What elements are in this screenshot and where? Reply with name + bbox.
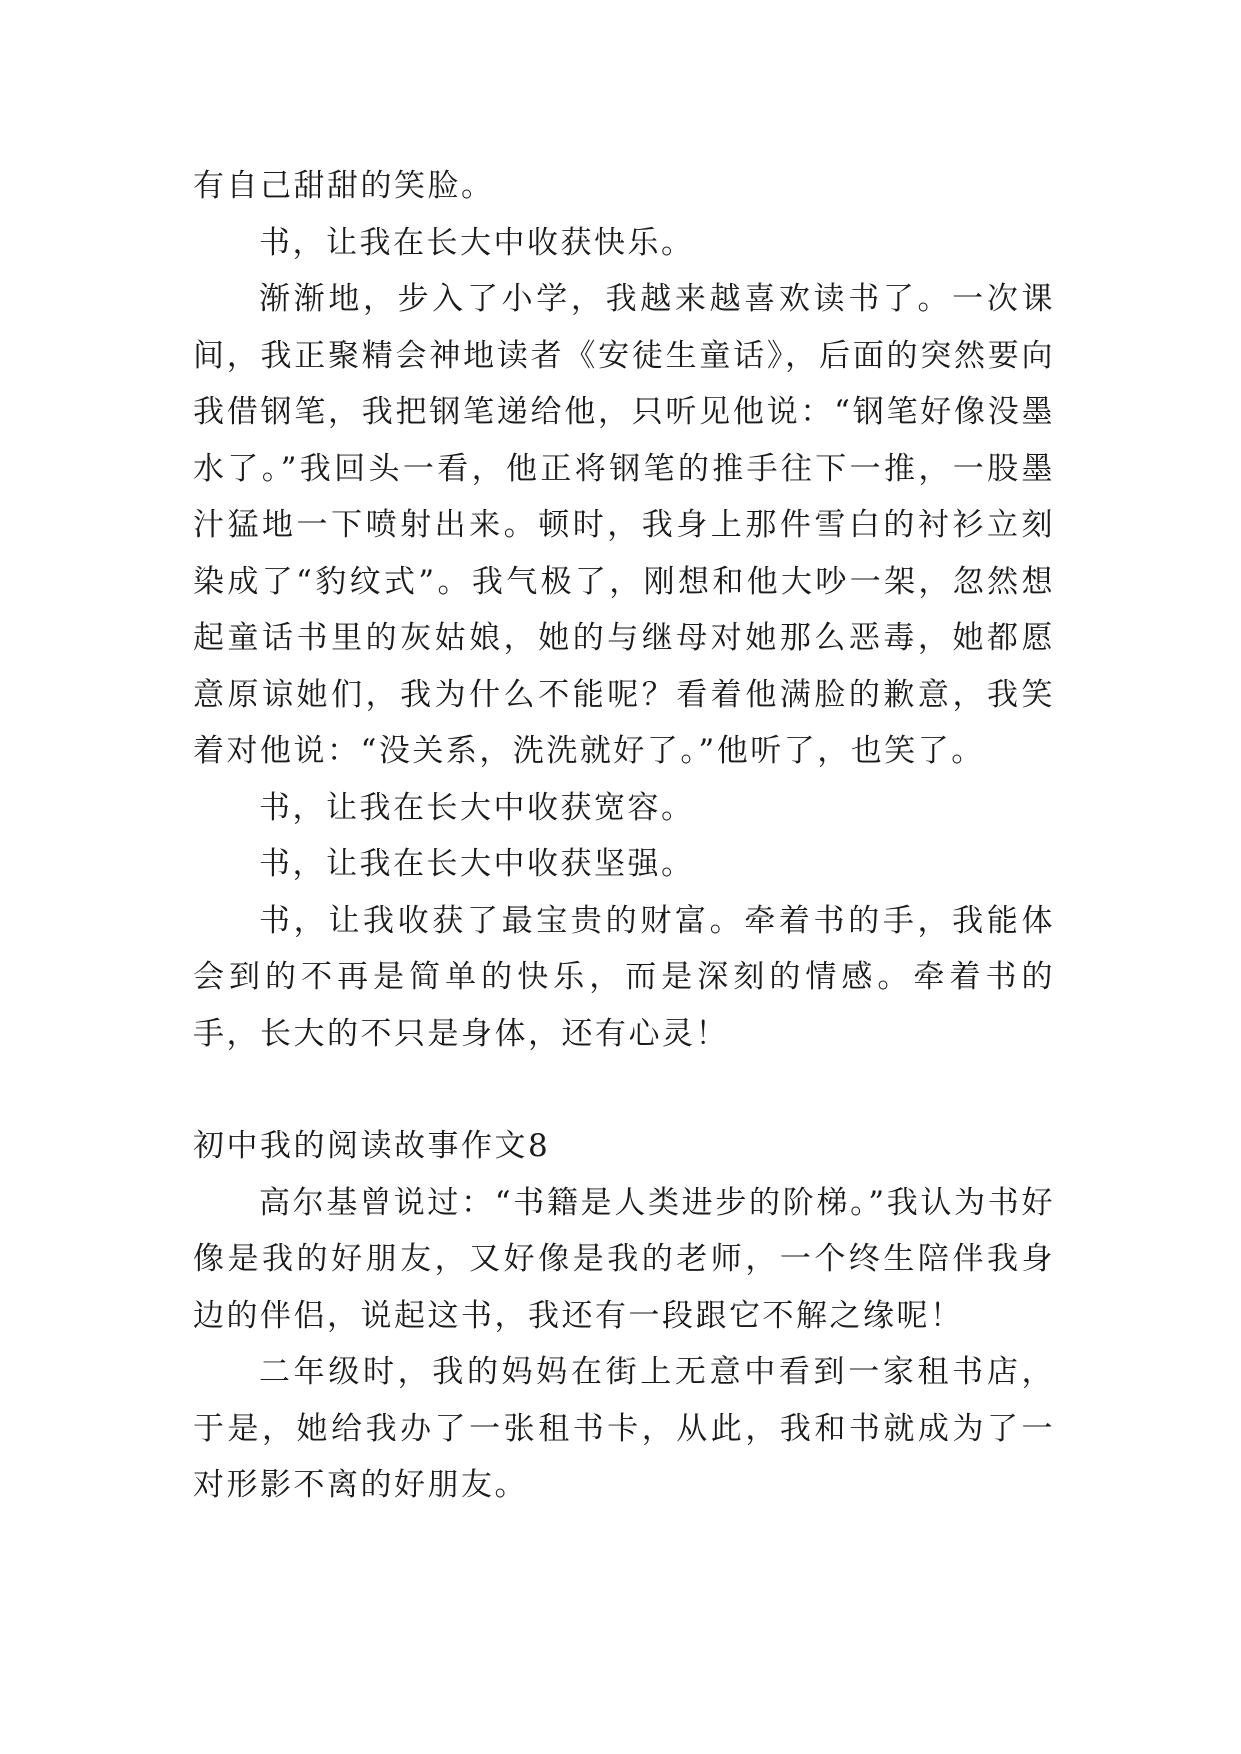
paragraph-continuation: 有自己甜甜的笑脸。 <box>193 168 495 204</box>
paragraph-pen-story: 渐渐地，步入了小学，我越来越喜欢读书了。一次课间，我正聚精会神地读者《安徒生童话》，后面的突然要向我借钢笔，我把钢笔递给他，只听见他说：“钢笔好像没墨水了。”我回头一看，他正将钢笔的推手往下一推，一股墨汁猛地一下喷射出来。顿时，我身上那件雪白的衬衫立刻染成了“豹纹式”。我气极了，刚想和他大吵一架，忽然想起童话书里的灰姑娘，她的与继母对她那么恶毒，她都愿意原谅她们，我为什么不能呢？看着他满脸的歉意，我笑着对他说：“没关系，洗洗就好了。”他听了，也笑了。 <box>193 281 1055 769</box>
paragraph-joy: 书，让我在长大中收获快乐。 <box>259 224 695 261</box>
document-body <box>193 158 1055 1514</box>
paragraph-strength: 书，让我在长大中收获坚强。 <box>259 846 695 882</box>
paragraph-rental-shop: 二年级时，我的妈妈在街上无意中看到一家租书店，于是，她给我办了一张租书卡，从此，我和书就成为了一对形影不离的好朋友。 <box>193 1354 1055 1503</box>
paragraph-gorky-quote: 高尔基曾说过：“书籍是人类进步的阶梯。”我认为书好像是我的好朋友，又好像是我的老师，一个终生陪伴我身边的伴侣，说起这书，我还有一段跟它不解之缘呢！ <box>193 1184 1055 1334</box>
section-title: 初中我的阅读故事作文8 <box>193 1128 551 1164</box>
paragraph-treasure: 书，让我收获了最宝贵的财富。牵着书的手，我能体会到的不再是简单的快乐，而是深刻的情感。牵着书的手，长大的不只是身体，还有心灵！ <box>193 902 1055 1052</box>
paragraph-tolerance: 书，让我在长大中收获宽容。 <box>259 789 695 826</box>
